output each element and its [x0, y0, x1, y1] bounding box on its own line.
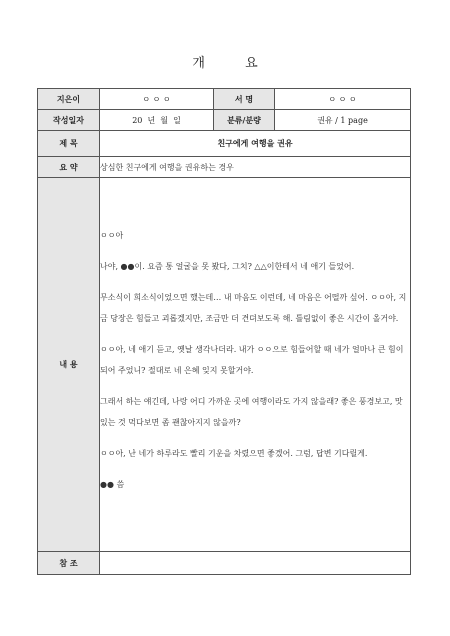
category-label: 분류/분량 — [214, 110, 275, 131]
content-row — [38, 178, 411, 552]
reference-value — [100, 552, 411, 575]
letter-paragraph-1: 나야, ●●이. 요즘 통 얼굴을 못 봤다, 그치? △△이한테서 네 애기 들었어. — [100, 261, 355, 271]
letter-paragraph-4: 그래서 하는 얘긴데, 나랑 어디 가까운 곳에 여행이라도 가지 않을래? 좋은 풍경보고, 맛있는 것 먹다보면 좀 괜찮아지지 않을까? — [100, 396, 403, 427]
summary-row — [38, 157, 411, 178]
date-label: 작성일자 — [38, 110, 100, 131]
subject-label: 제 목 — [38, 131, 100, 157]
content-label: 내 용 — [38, 178, 100, 552]
letter-body — [100, 178, 411, 552]
subject-value: 친구에게 여행을 권유 — [100, 131, 411, 157]
reference-row — [38, 552, 411, 575]
category-value: 권유 / 1 page — [275, 110, 411, 131]
author-row — [38, 89, 411, 110]
document-title: 개 요 — [192, 56, 276, 71]
letter-paragraph-5: ㅇㅇ아, 난 네가 하루라도 빨리 기운을 차렸으면 좋겠어. 그럼, 답변 기다릴게. — [100, 448, 368, 458]
date-value: 20 년 월 일 — [100, 110, 214, 131]
summary-value: 상심한 친구에게 여행을 권유하는 경우 — [100, 157, 411, 178]
summary-label: 요 약 — [38, 157, 100, 178]
signature-value: ㅇ ㅇ ㅇ — [275, 89, 411, 110]
letter-closing: ●● 씀 — [100, 479, 125, 489]
subject-row — [38, 131, 411, 157]
signature-label: 서 명 — [214, 89, 275, 110]
letter-greeting: ㅇㅇ아 — [100, 230, 124, 240]
author-value: ㅇ ㅇ ㅇ — [100, 89, 214, 110]
letter-paragraph-2: 무소식이 희소식이었으면 했는데… 내 마음도 이런데, 네 마음은 어떨까 싶어. ㅇㅇ아, 지금 당장은 힘들고 괴롭겠지만, 조금만 더 견뎌보도록 해. 틀림없이 좋은 시간이 올거야. — [100, 292, 407, 323]
date-row — [38, 110, 411, 131]
letter-paragraph-3: ㅇㅇ아, 네 애기 듣고, 옛날 생각나더라. 내가 ㅇㅇ으로 힘들어할 때 네가 얼마나 큰 힘이 되어 주었니? 절대로 네 은혜 잊지 못할거야. — [100, 344, 404, 375]
author-label: 지은이 — [38, 89, 100, 110]
reference-label: 참 조 — [38, 552, 100, 575]
overview-form — [37, 88, 411, 575]
